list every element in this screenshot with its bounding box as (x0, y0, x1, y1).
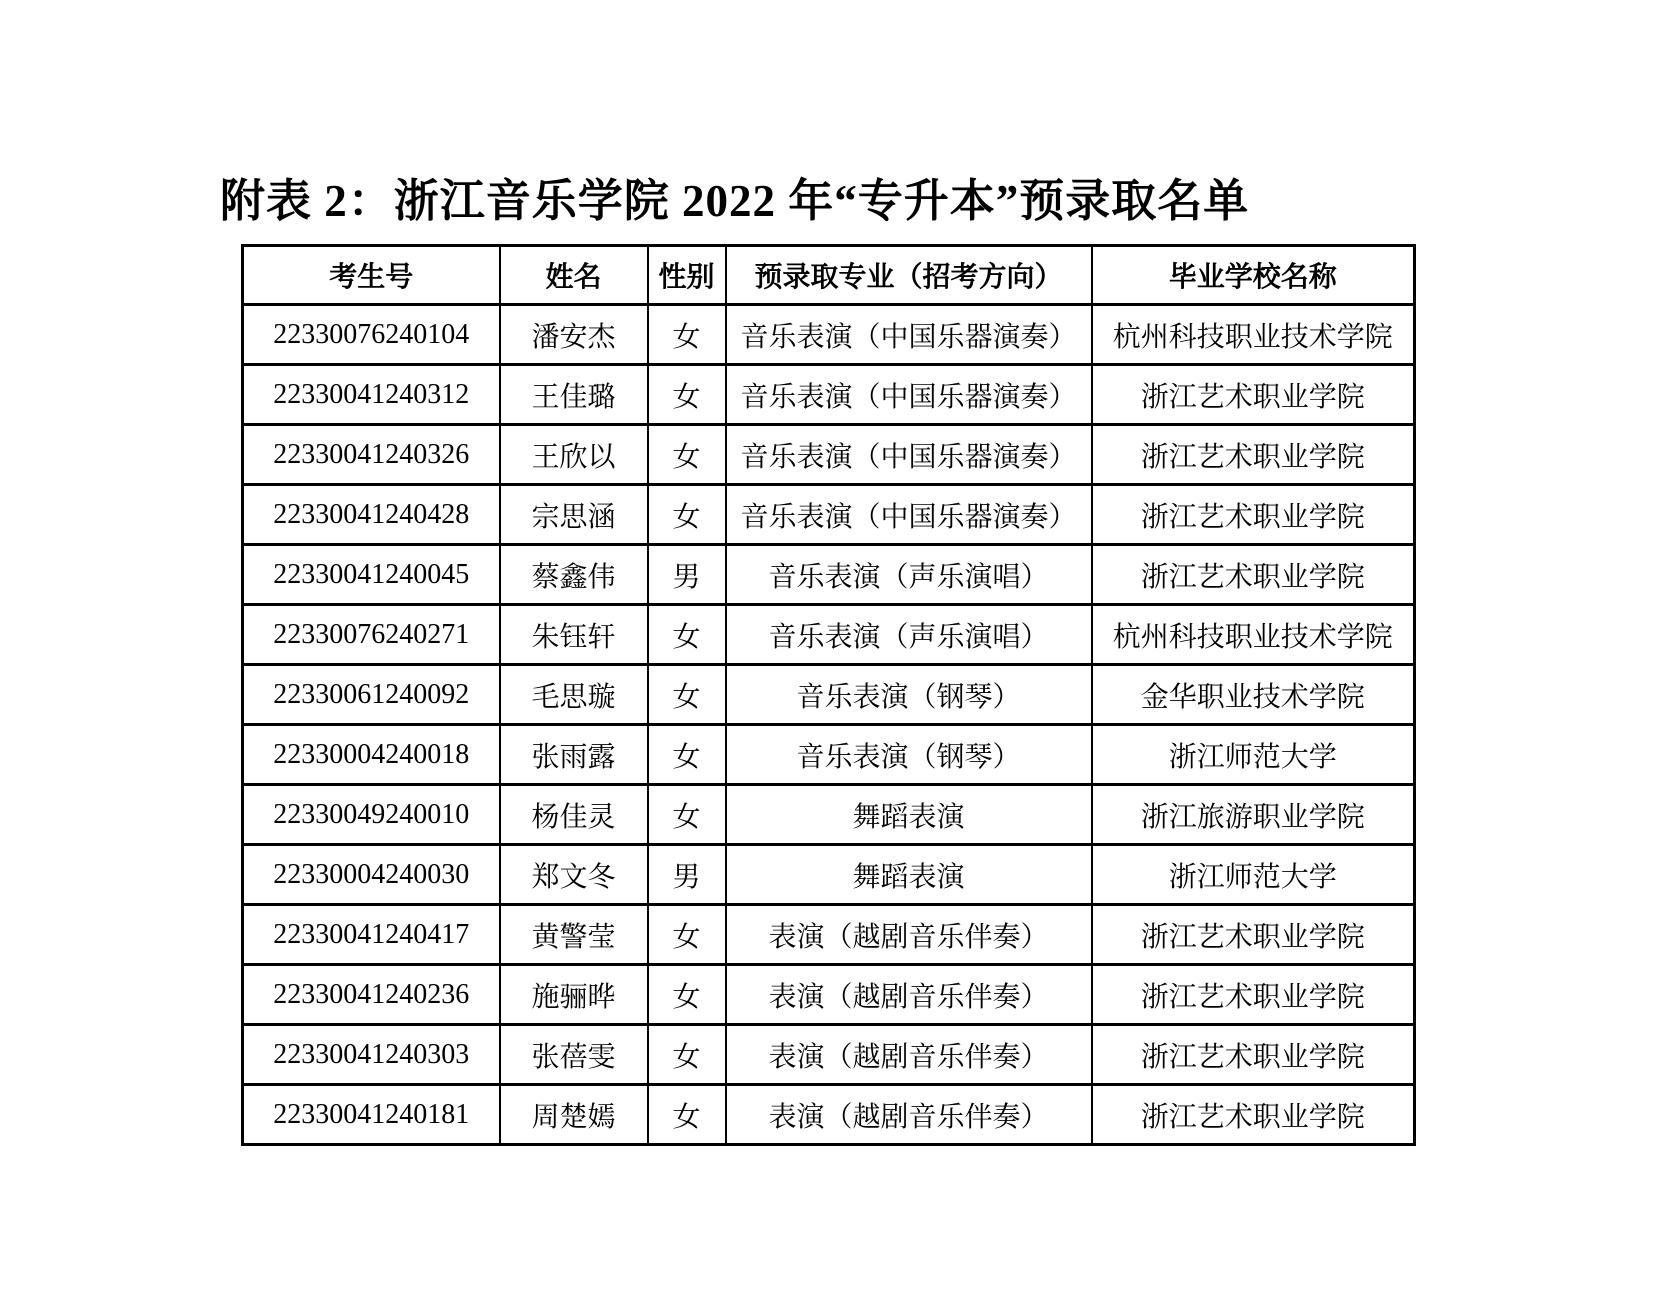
name-cell: 宗思涵 (500, 485, 648, 545)
table-row (243, 845, 1415, 905)
candidate-number-cell: 22330041240181 (243, 1085, 500, 1145)
school-cell: 金华职业技术学院 (1092, 665, 1415, 725)
major-cell: 表演（越剧音乐伴奏） (726, 965, 1092, 1025)
candidate-number-cell: 22330041240312 (243, 365, 500, 425)
table-row (243, 1085, 1415, 1145)
major-cell: 舞蹈表演 (726, 785, 1092, 845)
candidate-number-cell: 22330061240092 (243, 665, 500, 725)
major-cell: 音乐表演（中国乐器演奏） (726, 485, 1092, 545)
gender-cell: 女 (648, 1085, 726, 1145)
major-cell: 音乐表演（钢琴） (726, 665, 1092, 725)
school-cell: 浙江师范大学 (1092, 725, 1415, 785)
candidate-number-cell: 22330004240030 (243, 845, 500, 905)
name-cell: 郑文冬 (500, 845, 648, 905)
name-cell: 张雨露 (500, 725, 648, 785)
table-row (243, 425, 1415, 485)
header-major: 预录取专业（招考方向） (726, 246, 1092, 305)
gender-cell: 女 (648, 965, 726, 1025)
gender-cell: 女 (648, 725, 726, 785)
school-cell: 浙江艺术职业学院 (1092, 365, 1415, 425)
school-cell: 杭州科技职业技术学院 (1092, 305, 1415, 365)
candidate-number-cell: 22330041240045 (243, 545, 500, 605)
table-row (243, 605, 1415, 665)
school-cell: 浙江旅游职业学院 (1092, 785, 1415, 845)
candidate-number-cell: 22330004240018 (243, 725, 500, 785)
name-cell: 张蓓雯 (500, 1025, 648, 1085)
major-cell: 表演（越剧音乐伴奏） (726, 1085, 1092, 1145)
candidate-number-cell: 22330076240104 (243, 305, 500, 365)
table-row (243, 725, 1415, 785)
major-cell: 表演（越剧音乐伴奏） (726, 1025, 1092, 1085)
school-cell: 浙江艺术职业学院 (1092, 905, 1415, 965)
major-cell: 音乐表演（中国乐器演奏） (726, 425, 1092, 485)
major-cell: 音乐表演（声乐演唱） (726, 545, 1092, 605)
name-cell: 王佳璐 (500, 365, 648, 425)
candidate-number-cell: 22330049240010 (243, 785, 500, 845)
major-cell: 音乐表演（中国乐器演奏） (726, 305, 1092, 365)
school-cell: 浙江艺术职业学院 (1092, 1085, 1415, 1145)
gender-cell: 男 (648, 545, 726, 605)
gender-cell: 女 (648, 425, 726, 485)
school-cell: 浙江艺术职业学院 (1092, 1025, 1415, 1085)
name-cell: 潘安杰 (500, 305, 648, 365)
candidate-number-cell: 22330041240326 (243, 425, 500, 485)
gender-cell: 女 (648, 1025, 726, 1085)
candidate-number-cell: 22330041240303 (243, 1025, 500, 1085)
gender-cell: 男 (648, 845, 726, 905)
table-row (243, 365, 1415, 425)
name-cell: 黄警莹 (500, 905, 648, 965)
gender-cell: 女 (648, 605, 726, 665)
major-cell: 表演（越剧音乐伴奏） (726, 905, 1092, 965)
header-candidate-number: 考生号 (243, 246, 500, 305)
header-name: 姓名 (500, 246, 648, 305)
gender-cell: 女 (648, 365, 726, 425)
major-cell: 音乐表演（中国乐器演奏） (726, 365, 1092, 425)
candidate-number-cell: 22330041240428 (243, 485, 500, 545)
table-body (243, 305, 1415, 1145)
major-cell: 舞蹈表演 (726, 845, 1092, 905)
major-cell: 音乐表演（钢琴） (726, 725, 1092, 785)
school-cell: 浙江艺术职业学院 (1092, 425, 1415, 485)
header-school: 毕业学校名称 (1092, 246, 1415, 305)
table-row (243, 485, 1415, 545)
name-cell: 施骊晔 (500, 965, 648, 1025)
name-cell: 蔡鑫伟 (500, 545, 648, 605)
table-row (243, 545, 1415, 605)
gender-cell: 女 (648, 305, 726, 365)
name-cell: 朱钰轩 (500, 605, 648, 665)
table-row (243, 665, 1415, 725)
table-row (243, 1025, 1415, 1085)
admission-roster-table (241, 244, 1416, 1146)
name-cell: 周楚嫣 (500, 1085, 648, 1145)
school-cell: 浙江师范大学 (1092, 845, 1415, 905)
table-row (243, 905, 1415, 965)
school-cell: 浙江艺术职业学院 (1092, 965, 1415, 1025)
candidate-number-cell: 22330076240271 (243, 605, 500, 665)
gender-cell: 女 (648, 665, 726, 725)
major-cell: 音乐表演（声乐演唱） (726, 605, 1092, 665)
school-cell: 浙江艺术职业学院 (1092, 545, 1415, 605)
name-cell: 王欣以 (500, 425, 648, 485)
candidate-number-cell: 22330041240417 (243, 905, 500, 965)
gender-cell: 女 (648, 485, 726, 545)
table-row (243, 305, 1415, 365)
table-header-row (243, 246, 1415, 305)
table-row (243, 965, 1415, 1025)
header-gender: 性别 (648, 246, 726, 305)
name-cell: 杨佳灵 (500, 785, 648, 845)
table-row (243, 785, 1415, 845)
gender-cell: 女 (648, 905, 726, 965)
page-title: 附表 2：浙江音乐学院 2022 年“专升本”预录取名单 (220, 176, 1250, 226)
candidate-number-cell: 22330041240236 (243, 965, 500, 1025)
name-cell: 毛思璇 (500, 665, 648, 725)
gender-cell: 女 (648, 785, 726, 845)
school-cell: 杭州科技职业技术学院 (1092, 605, 1415, 665)
school-cell: 浙江艺术职业学院 (1092, 485, 1415, 545)
